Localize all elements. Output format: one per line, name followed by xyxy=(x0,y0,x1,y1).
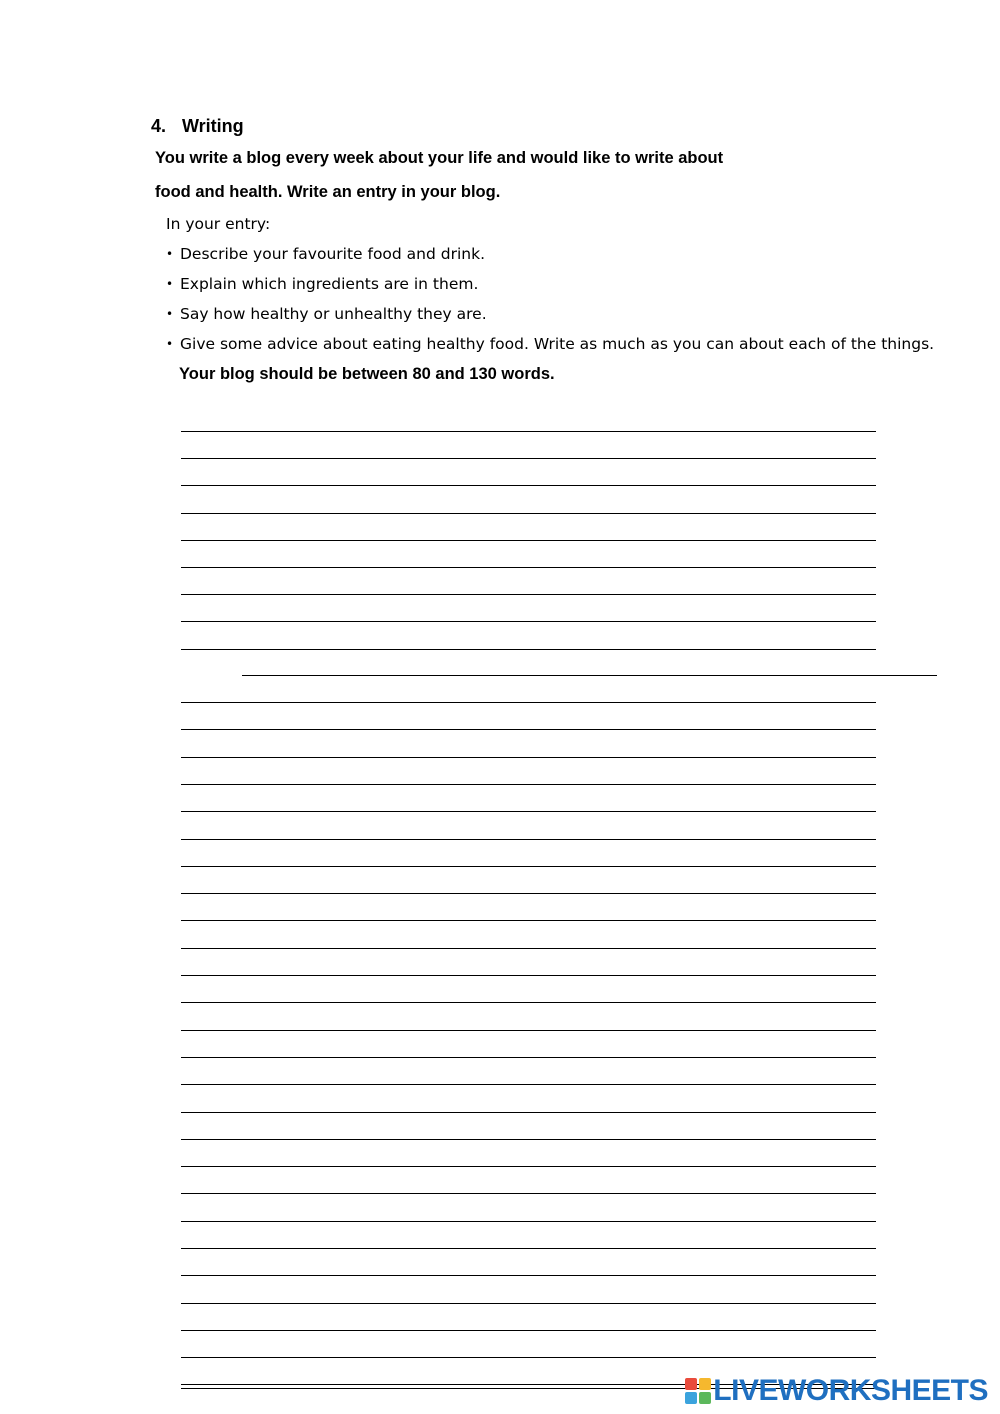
writing-line[interactable] xyxy=(181,866,876,867)
writing-line[interactable] xyxy=(181,729,876,730)
writing-line[interactable] xyxy=(181,621,876,622)
bullet-icon: • xyxy=(166,247,174,261)
prompt-line-2: food and health. Write an entry in your blog. xyxy=(155,183,501,201)
writing-line[interactable] xyxy=(181,893,876,894)
writing-line[interactable] xyxy=(181,431,876,432)
instruction-item: • Explain which ingredients are in them. xyxy=(166,275,479,293)
writing-line[interactable] xyxy=(181,702,876,703)
writing-line[interactable] xyxy=(181,975,876,976)
liveworksheets-logo-icon xyxy=(685,1378,711,1404)
writing-line[interactable] xyxy=(181,1002,876,1003)
writing-line[interactable] xyxy=(181,513,876,514)
bullet-icon: • xyxy=(166,307,174,321)
writing-line[interactable] xyxy=(181,1193,876,1194)
instruction-item: • Say how healthy or unhealthy they are. xyxy=(166,305,487,323)
writing-line[interactable] xyxy=(181,1248,876,1249)
writing-line[interactable] xyxy=(181,1221,876,1222)
writing-line[interactable] xyxy=(181,458,876,459)
prompt-line-1: You write a blog every week about your life and would like to write about xyxy=(155,149,724,167)
writing-line[interactable] xyxy=(181,649,876,650)
section-number: 4. xyxy=(151,116,167,136)
writing-line[interactable] xyxy=(181,1357,876,1358)
watermark-text: LIVEWORKSHEETS xyxy=(713,1374,988,1407)
writing-line[interactable] xyxy=(181,920,876,921)
writing-line[interactable] xyxy=(181,1166,876,1167)
section-heading xyxy=(151,116,244,137)
writing-line[interactable] xyxy=(181,1303,876,1304)
writing-line[interactable] xyxy=(181,1139,876,1140)
writing-line[interactable] xyxy=(181,1084,876,1085)
writing-line[interactable] xyxy=(181,1275,876,1276)
writing-line[interactable] xyxy=(181,757,876,758)
writing-line[interactable] xyxy=(181,1330,876,1331)
instruction-item: • Give some advice about eating healthy food. Write as much as you can about each of the things. xyxy=(166,335,935,353)
bullet-icon: • xyxy=(166,337,174,351)
writing-line[interactable] xyxy=(181,839,876,840)
section-title: Writing xyxy=(182,116,244,136)
liveworksheets-watermark xyxy=(685,1374,988,1408)
bullet-icon: • xyxy=(166,277,174,291)
word-count-note: Your blog should be between 80 and 130 words. xyxy=(179,365,555,383)
instruction-list xyxy=(166,244,934,364)
writing-line[interactable] xyxy=(181,594,876,595)
writing-line[interactable] xyxy=(181,567,876,568)
writing-line[interactable] xyxy=(181,811,876,812)
writing-line[interactable] xyxy=(181,1030,876,1031)
writing-line[interactable] xyxy=(181,948,876,949)
writing-line[interactable] xyxy=(181,1057,876,1058)
writing-line[interactable] xyxy=(181,784,876,785)
writing-line[interactable] xyxy=(242,675,937,676)
instruction-item: • Describe your favourite food and drink. xyxy=(166,245,486,263)
intro-text: In your entry: xyxy=(166,215,271,233)
writing-line[interactable] xyxy=(181,485,876,486)
writing-line[interactable] xyxy=(181,540,876,541)
writing-line[interactable] xyxy=(181,1112,876,1113)
